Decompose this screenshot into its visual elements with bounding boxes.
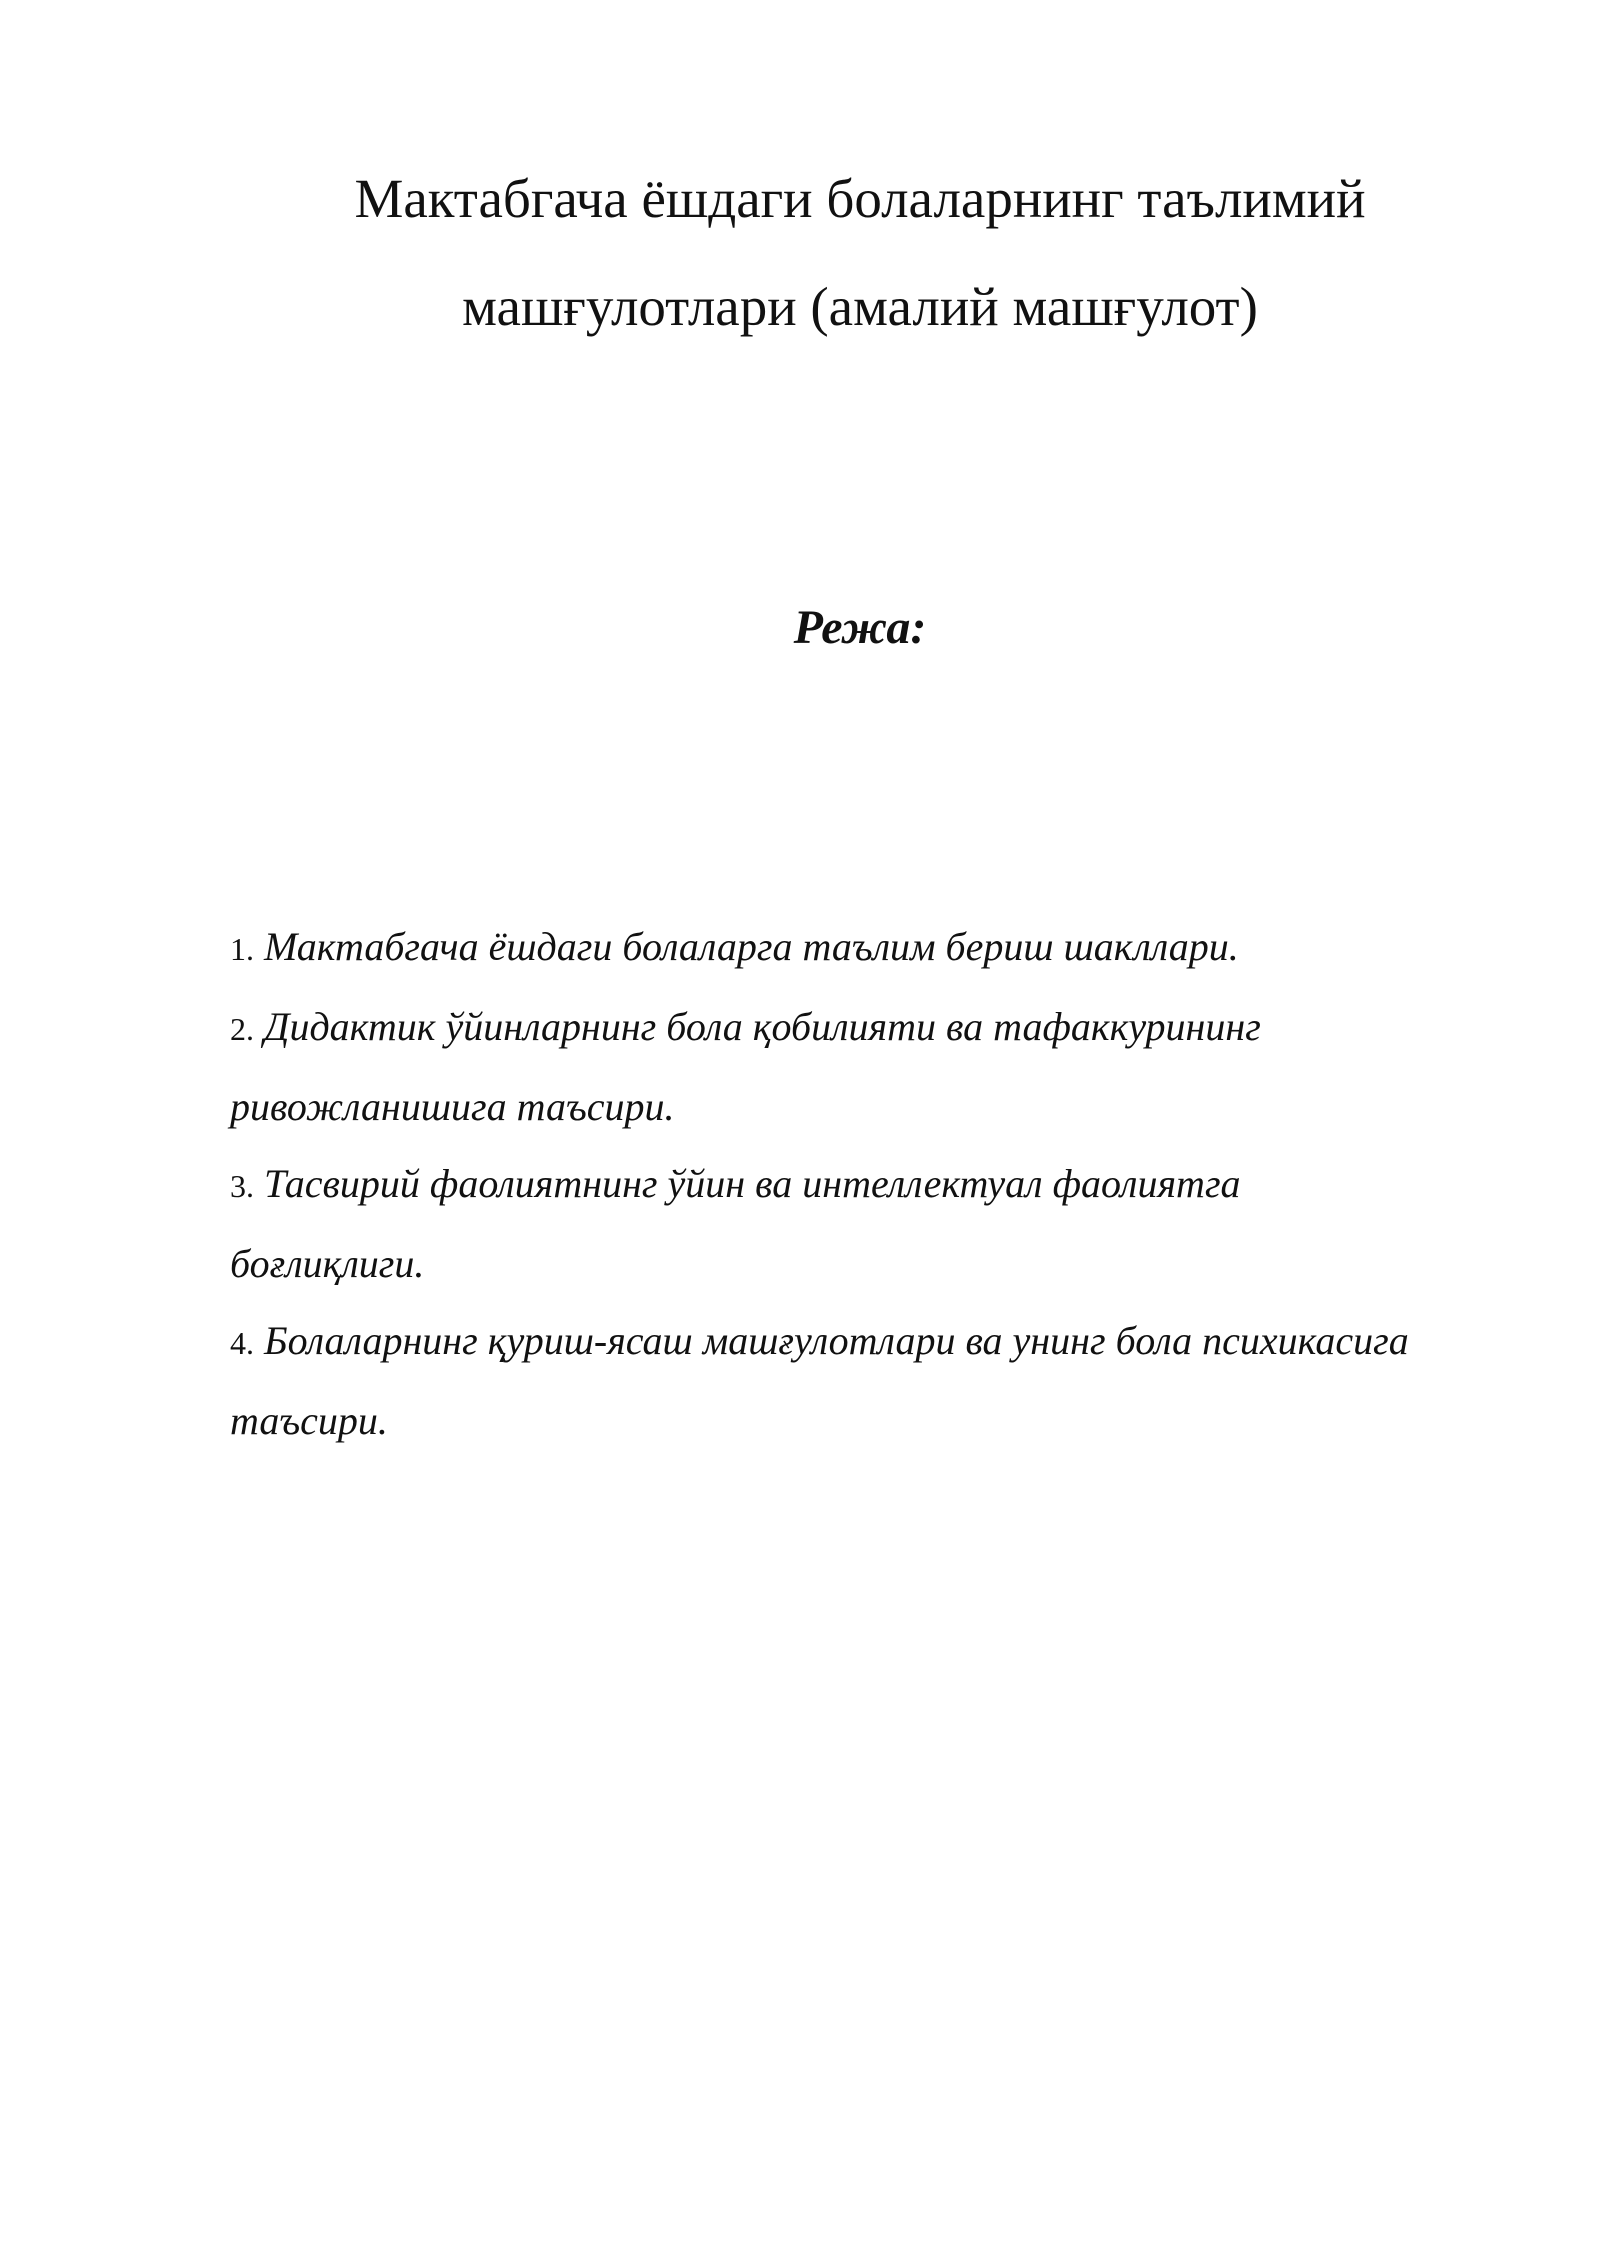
title-line-1: Мактабгача ёшдаги болаларнинг таълимий: [354, 168, 1366, 229]
plan-item-number: 4.: [230, 1325, 254, 1361]
plan-item-2: [230, 988, 1410, 1145]
plan-item-3: [230, 1145, 1410, 1302]
title-line-2: машғулотлари (амалий машғулот): [462, 276, 1258, 337]
plan-list: [230, 908, 1410, 1459]
plan-item-text: Дидактик ўйинларнинг бола қобилияти ва тафаккурининг ривожланишига таъсири.: [230, 1004, 1261, 1129]
plan-item-1: [230, 908, 1410, 988]
plan-heading: Режа:: [793, 601, 927, 654]
plan-item-number: 1.: [230, 931, 254, 967]
plan-item-number: 2.: [230, 1011, 254, 1047]
plan-item-text: Болаларнинг қуриш-ясаш машғулотлари ва унинг бола психикасига таъсири.: [230, 1318, 1409, 1443]
plan-item-4: [230, 1302, 1410, 1459]
plan-item-text: Мактабгача ёшдаги болаларга таълим бериш шакллари.: [264, 924, 1239, 969]
plan-item-number: 3.: [230, 1168, 254, 1204]
plan-item-text: Тасвирий фаолиятнинг ўйин ва интеллектуал фаолиятга боғлиқлиги.: [230, 1161, 1241, 1286]
document-title: [230, 145, 1490, 361]
